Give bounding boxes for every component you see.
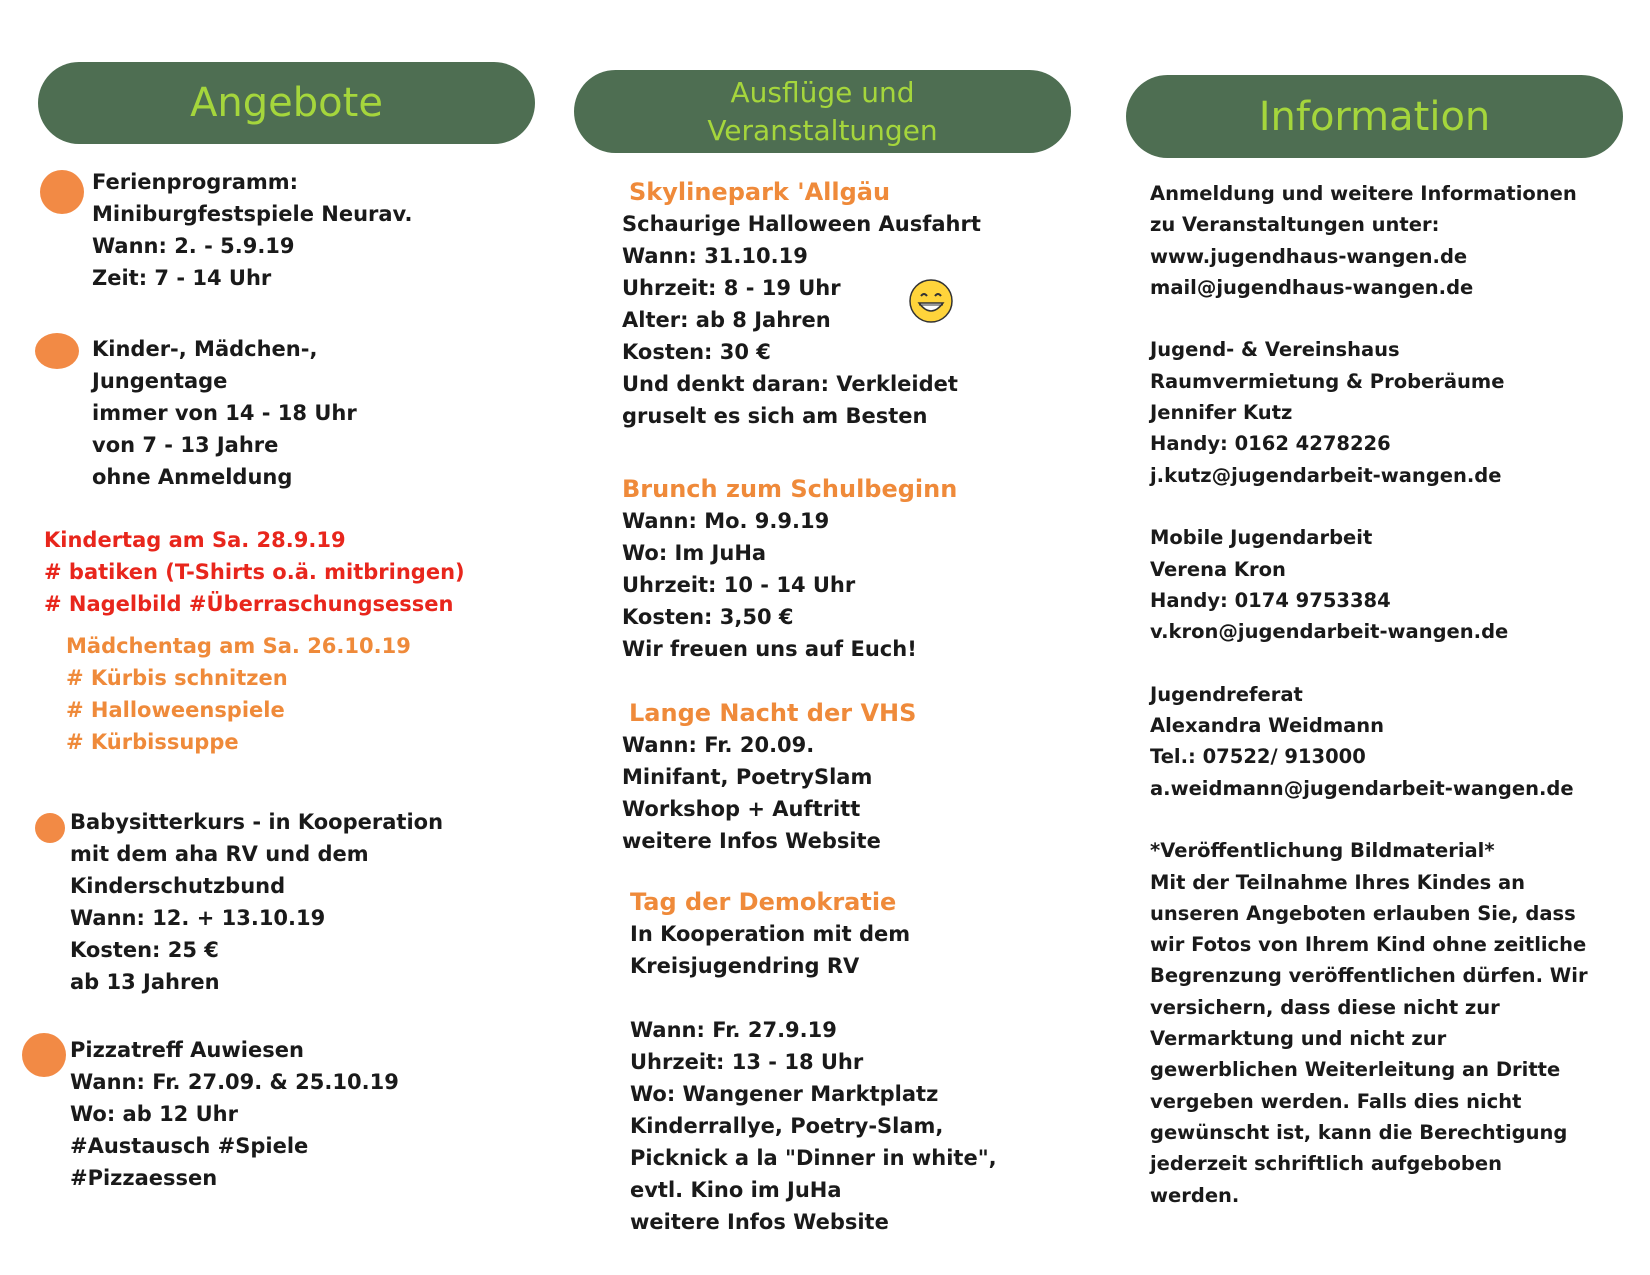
text-line: mail@jugendhaus-wangen.de: [1150, 275, 1474, 299]
text-line: Picknick a la "Dinner in white",: [630, 1146, 997, 1170]
text-line: [1150, 491, 1588, 522]
text-line: Miniburgfestspiele Neurav.: [92, 202, 413, 226]
text-line: Mädchentag am Sa. 26.10.19: [66, 634, 411, 658]
offer-pizzatreff: [70, 1034, 399, 1194]
text-line: Tel.: 07522/ 913000: [1150, 745, 1366, 769]
text-line: Uhrzeit: 13 - 18 Uhr: [630, 1050, 864, 1074]
text-line: Handy: 0174 9753384: [1150, 588, 1391, 612]
event-vhs: [622, 697, 916, 857]
text-line: Wann: Fr. 20.09.: [622, 733, 815, 757]
bullet-dot-icon: [22, 1033, 66, 1077]
event-title: Skylinepark 'Allgäu: [629, 178, 891, 206]
text-line: jederzeit schriftlich aufgeboben: [1150, 1152, 1502, 1176]
text-line: v.kron@jugendarbeit-wangen.de: [1150, 620, 1509, 644]
grinning-smiley-icon: [908, 278, 954, 324]
offer-kindertage: [92, 333, 357, 493]
text-line: Schaurige Halloween Ausfahrt: [622, 212, 981, 236]
text-line: Wo: ab 12 Uhr: [70, 1102, 238, 1126]
text-line: # Halloweenspiele: [66, 698, 285, 722]
text-line: werden.: [1150, 1183, 1240, 1207]
text-line: weitere Infos Website: [630, 1210, 889, 1234]
text-line: immer von 14 - 18 Uhr: [92, 401, 357, 425]
text-line: Wann: 12. + 13.10.19: [70, 906, 326, 930]
text-line: Anmeldung und weitere Informationen: [1150, 182, 1577, 205]
text-line: weitere Infos Website: [622, 829, 881, 853]
text-line: versichern, dass diese nicht zur: [1150, 995, 1500, 1019]
text-line: Und denkt daran: Verkleidet: [622, 372, 958, 396]
event-title: Brunch zum Schulbeginn: [622, 475, 958, 503]
text-line: [1150, 303, 1588, 334]
text-line: ohne Anmeldung: [92, 465, 293, 489]
text-line: # Kürbissuppe: [66, 730, 239, 754]
offer-ferienprogramm: [92, 166, 413, 294]
text-line: Wo: Im JuHa: [622, 541, 767, 565]
text-line: Wann: Fr. 27.09. & 25.10.19: [70, 1070, 399, 1094]
text-line: gruselt es sich am Besten: [622, 404, 928, 428]
text-line: Wir freuen uns auf Euch!: [622, 637, 917, 661]
text-line: Jugend- & Vereinshaus: [1150, 338, 1400, 362]
text-line: [630, 982, 997, 1014]
text-line: Kinderschutzbund: [70, 874, 286, 898]
text-line: mit dem aha RV und dem: [70, 842, 369, 866]
text-line: Wann: Mo. 9.9.19: [622, 509, 830, 533]
text-line: gewerblichen Weiterleitung an Dritte: [1150, 1058, 1561, 1082]
text-line: Mobile Jugendarbeit: [1150, 526, 1373, 550]
text-line: Kinderrallye, Poetry-Slam,: [630, 1114, 944, 1138]
text-line: Minifant, PoetrySlam: [622, 765, 873, 789]
text-line: Kosten: 3,50 €: [622, 605, 794, 629]
text-line: von 7 - 13 Jahre: [92, 433, 279, 457]
text-line: Alexandra Weidmann: [1150, 714, 1385, 738]
text-line: # Kürbis schnitzen: [66, 666, 288, 690]
text-line: Uhrzeit: 8 - 19 Uhr: [622, 276, 841, 300]
event-title: Tag der Demokratie: [630, 888, 897, 916]
text-line: wir Fotos von Ihrem Kind ohne zeitliche: [1150, 933, 1587, 957]
text-line: Jennifer Kutz: [1150, 401, 1293, 425]
event-demokratie: [630, 886, 997, 1238]
text-line: #Austausch #Spiele: [70, 1134, 309, 1158]
text-line: Mit der Teilnahme Ihres Kindes an: [1150, 870, 1526, 894]
text-line: Jungentage: [92, 369, 228, 393]
text-line: Wann: 2. - 5.9.19: [92, 234, 295, 258]
information-text: [1150, 178, 1588, 1211]
text-line: Jugendreferat: [1150, 682, 1303, 706]
offer-maedchentag: [66, 630, 411, 758]
header-angebote: [38, 62, 535, 144]
text-line: Workshop + Auftritt: [622, 797, 861, 821]
header-angebote-label: Angebote: [190, 80, 383, 126]
text-line: # Nagelbild #Überraschungsessen: [44, 592, 454, 616]
text-line: [1150, 647, 1588, 678]
text-line: In Kooperation mit dem: [630, 922, 911, 946]
header-ausfluege-line2: Veranstaltungen: [707, 113, 938, 147]
text-line: evtl. Kino im JuHa: [630, 1178, 842, 1202]
text-line: Babysitterkurs - in Kooperation: [70, 810, 444, 834]
text-line: Kreisjugendring RV: [630, 954, 860, 978]
header-ausfluege: [574, 70, 1071, 153]
event-title: Lange Nacht der VHS: [629, 699, 917, 727]
text-line: Handy: 0162 4278226: [1150, 432, 1391, 456]
text-line: Wann: Fr. 27.9.19: [630, 1018, 837, 1042]
text-line: Pizzatreff Auwiesen: [70, 1038, 304, 1062]
bullet-dot-icon: [40, 170, 84, 214]
text-line: Raumvermietung & Proberäume: [1150, 369, 1505, 393]
text-line: Kosten: 25 €: [70, 938, 219, 962]
text-line: *Veröffentlichung Bildmaterial*: [1150, 839, 1495, 863]
header-information-label: Information: [1258, 93, 1491, 140]
text-line: a.weidmann@jugendarbeit-wangen.de: [1150, 776, 1574, 800]
text-line: zu Veranstaltungen unter:: [1150, 213, 1440, 237]
bullet-dot-icon: [35, 333, 79, 369]
text-line: j.kutz@jugendarbeit-wangen.de: [1150, 463, 1502, 487]
text-line: Kindertag am Sa. 28.9.19: [44, 528, 346, 552]
text-line: www.jugendhaus-wangen.de: [1150, 244, 1468, 268]
text-line: ab 13 Jahren: [70, 970, 220, 994]
header-information: [1126, 75, 1623, 158]
text-line: Kosten: 30 €: [622, 340, 771, 364]
header-ausfluege-line1: Ausflüge und: [730, 75, 915, 109]
text-line: Ferienprogramm:: [92, 170, 299, 194]
text-line: unseren Angeboten erlauben Sie, dass: [1150, 901, 1576, 925]
text-line: Vermarktung und nicht zur: [1150, 1027, 1447, 1051]
text-line: vergeben werden. Falls dies nicht: [1150, 1089, 1522, 1113]
text-line: Begrenzung veröffentlichen dürfen. Wir: [1150, 964, 1588, 988]
text-line: Uhrzeit: 10 - 14 Uhr: [622, 573, 856, 597]
text-line: #Pizzaessen: [70, 1166, 218, 1190]
text-line: Wo: Wangener Marktplatz: [630, 1082, 939, 1106]
text-line: # batiken (T-Shirts o.ä. mitbringen): [44, 560, 465, 584]
text-line: Zeit: 7 - 14 Uhr: [92, 266, 272, 290]
offer-babysitterkurs: [70, 806, 443, 998]
event-brunch: [622, 473, 957, 665]
bullet-dot-icon: [35, 813, 65, 843]
text-line: Wann: 31.10.19: [622, 244, 808, 268]
offer-kindertag: [44, 524, 465, 620]
text-line: Verena Kron: [1150, 557, 1286, 581]
text-line: gewünscht ist, kann die Berechtigung: [1150, 1120, 1568, 1144]
text-line: Kinder-, Mädchen-,: [92, 337, 318, 361]
text-line: [1150, 804, 1588, 835]
text-line: Alter: ab 8 Jahren: [622, 308, 831, 332]
